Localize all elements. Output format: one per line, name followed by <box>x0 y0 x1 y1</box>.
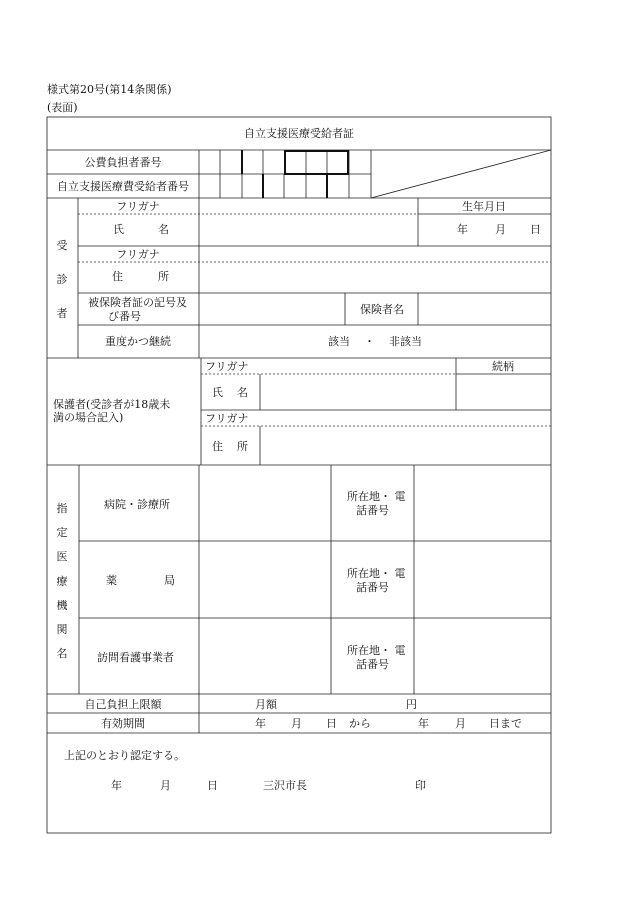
insurance-card-label-line1: 被保険者証の記号及 <box>88 296 187 309</box>
yen-label: 円 <box>406 698 417 711</box>
certification-statement: 上記のとおり認定する。 <box>64 749 185 762</box>
patient-address-char: 住 <box>112 270 123 283</box>
validity-to-year: 年 <box>418 717 429 730</box>
guardian-name-char: 氏 <box>212 386 223 399</box>
birth-day-label: 日 <box>530 223 541 236</box>
severe-continuous-label: 重度かつ継続 <box>105 335 171 348</box>
side-label: (表面) <box>47 101 78 114</box>
monthly-label: 月額 <box>255 698 277 711</box>
guardian-name-char: 名 <box>237 386 248 399</box>
certification-day: 日 <box>207 779 218 792</box>
severe-yes: 該当 <box>328 335 350 348</box>
severe-no: 非該当 <box>389 335 422 348</box>
insurer-name-label: 保険者名 <box>360 303 404 316</box>
institution-group-char: 定 <box>56 526 68 539</box>
certification-month: 月 <box>160 779 171 792</box>
guardian-address-char: 住 <box>212 440 223 453</box>
self-pay-limit-label: 自己負担上限額 <box>84 698 162 711</box>
certification-year: 年 <box>111 779 122 792</box>
institution-group-char: 指 <box>56 502 68 515</box>
public-payer-number-label: 公費負担者番号 <box>84 156 162 169</box>
mayor-title: 三沢市長 <box>263 779 307 792</box>
hospital-phone-label: 話番号 <box>356 504 389 517</box>
validity-from-month: 月 <box>291 717 302 730</box>
recipient-number-label: 自立支援医療費受給者番号 <box>57 180 189 193</box>
validity-label: 有効期間 <box>101 717 145 730</box>
birth-month-label: 月 <box>495 223 506 236</box>
relation-label: 続柄 <box>492 360 514 373</box>
nursing-provider-label: 訪問看護事業者 <box>97 651 174 664</box>
validity-until-label: 日まで <box>489 717 522 730</box>
patient-name-char: 氏 <box>113 223 124 236</box>
nursing-location-label: 所在地・ 電 <box>347 644 406 657</box>
validity-from-year: 年 <box>255 717 266 730</box>
validity-from-label: から <box>349 717 371 730</box>
patient-group-char: 診 <box>56 273 68 286</box>
guardian-label: 保護者(受診者が18歳未 満の場合記入) <box>53 398 171 424</box>
pharmacy-char: 局 <box>164 574 175 587</box>
birth-year-label: 年 <box>457 223 468 236</box>
guardian-address-char: 所 <box>237 440 248 453</box>
institution-group-char: 名 <box>56 647 68 660</box>
pharmacy-char: 薬 <box>106 574 117 587</box>
guardian-furigana-label: フリガナ <box>205 360 249 373</box>
institution-group-char: 療 <box>56 575 68 588</box>
pharmacy-location-label: 所在地・ 電 <box>347 567 406 580</box>
validity-to-month: 月 <box>455 717 466 730</box>
patient-group-char: 受 <box>56 239 68 252</box>
address-furigana-label: フリガナ <box>116 248 160 261</box>
birth-date-label: 生年月日 <box>462 200 506 213</box>
nursing-phone-label: 話番号 <box>356 658 389 671</box>
institution-group-char: 医 <box>56 550 68 563</box>
hospital-location-label: 所在地・ 電 <box>347 490 406 503</box>
patient-name-char: 名 <box>158 223 169 236</box>
form-title: 自立支援医療受給者証 <box>244 127 354 140</box>
seal-mark: 印 <box>415 779 426 792</box>
patient-group-char: 者 <box>56 307 68 320</box>
guardian-address-furigana-label: フリガナ <box>205 412 249 425</box>
hospital-label: 病院・診療所 <box>104 498 170 511</box>
patient-furigana-label: フリガナ <box>116 200 160 213</box>
institution-group-char: 関 <box>56 623 68 636</box>
validity-from-day: 日 <box>326 717 337 730</box>
patient-address-char: 所 <box>158 270 169 283</box>
institution-group-char: 機 <box>56 599 68 612</box>
insurance-card-label-line2: び番号 <box>108 310 141 323</box>
severe-separator: ・ <box>364 335 375 348</box>
form-number: 様式第20号(第14条関係) <box>47 83 172 96</box>
pharmacy-phone-label: 話番号 <box>356 581 389 594</box>
